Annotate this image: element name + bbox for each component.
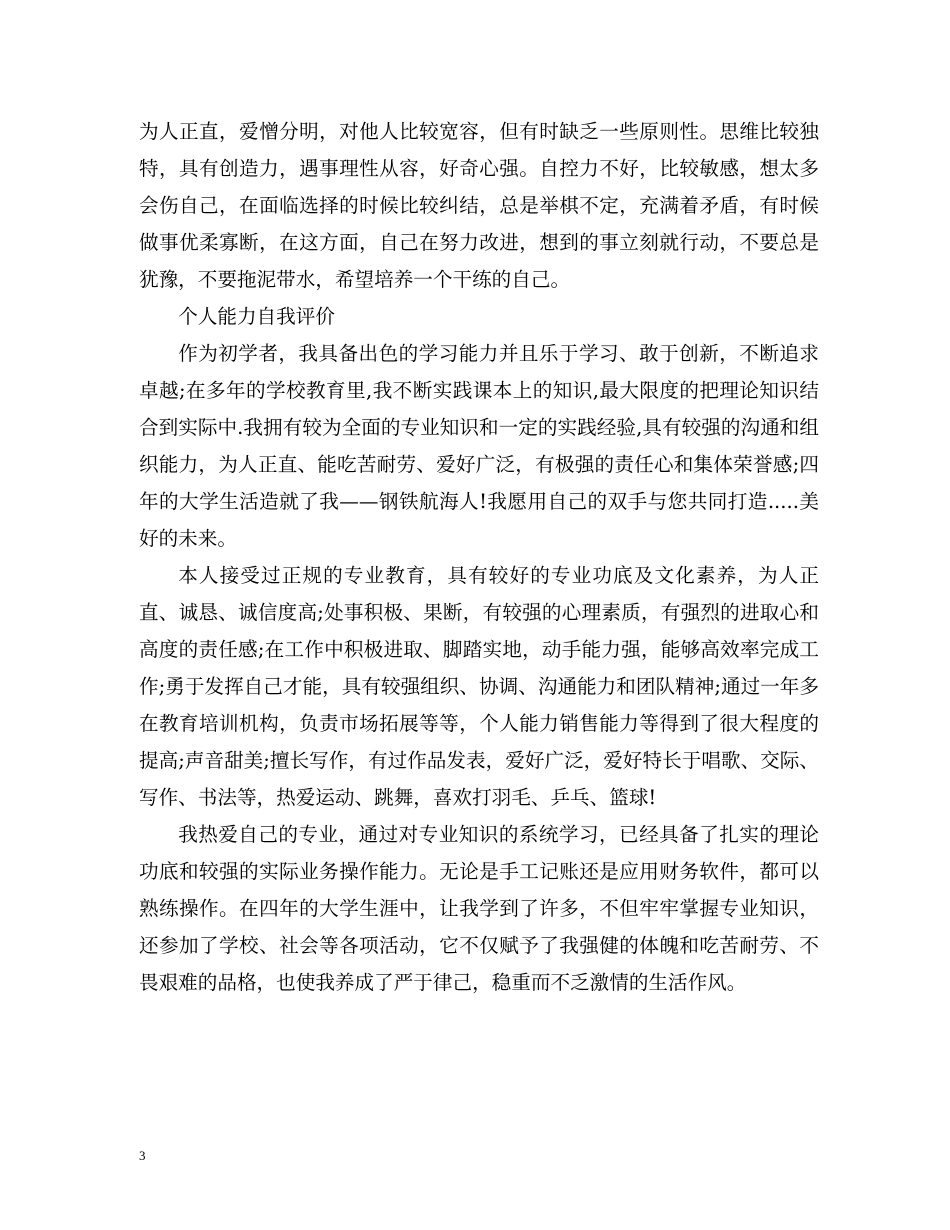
paragraph-learning-ability: 作为初学者，我具备出色的学习能力并且乐于学习、敢于创新，不断追求卓越;在多年的学校教育里,我不断实践课本上的知识,最大限度的把理论知识结合到实际中.我拥有较为全面的专业知识和一定的实践经验,具有较强的沟通和组织能力，为人正直、能吃苦耐劳、爱好广泛，有极强的责任心和集体荣誉感;四年的大学生活造就了我——钢铁航海人!我愿用自己的双手与您共同打造.....美好的未来。: [139, 342, 819, 550]
paragraph-major-skills: 我热爱自己的专业，通过对专业知识的系统学习，已经具备了扎实的理论功底和较强的实际业务操作能力。无论是手工记账还是应用财务软件，都可以熟练操作。在四年的大学生涯中，让我学到了许多，不但牢牢掌握专业知识，还参加了学校、社会等各项活动，它不仅赋予了我强健的体魄和吃苦耐劳、不畏艰难的品格，也使我养成了严于律己，稳重而不乏激情的生活作风。: [139, 823, 819, 994]
page-number: 3: [139, 1148, 146, 1163]
paragraph-professional-education: 本人接受过正规的专业教育，具有较好的专业功底及文化素养，为人正直、诚恳、诚信度高;处事积极、果断，有较强的心理素质，有强烈的进取心和高度的责任感;在工作中积极进取、脚踏实地，动手能力强，能够高效率完成工作;勇于发挥自己才能，具有较强组织、协调、沟通能力和团队精神;通过一年多在教育培训机构，负责市场拓展等等，个人能力销售能力等得到了很大程度的提高;声音甜美;擅长写作，有过作品发表，爱好广泛，爱好特长于唱歌、交际、写作、书法等，热爱运动、跳舞，喜欢打羽毛、乒乓、篮球!: [139, 564, 819, 809]
section-heading-self-evaluation: 个人能力自我评价: [178, 305, 335, 328]
paragraph-personality: 为人正直，爱憎分明，对他人比较宽容，但有时缺乏一些原则性。思维比较独特，具有创造力，遇事理性从容，好奇心强。自控力不好，比较敏感，想太多会伤自己，在面临选择的时候比较纠结，总是举棋不定，充满着矛盾，有时候做事优柔寡断，在这方面，自己在努力改进，想到的事立刻就行动，不要总是犹豫，不要拖泥带水，希望培养一个干练的自己。: [139, 120, 819, 291]
document-body: [139, 113, 819, 1001]
